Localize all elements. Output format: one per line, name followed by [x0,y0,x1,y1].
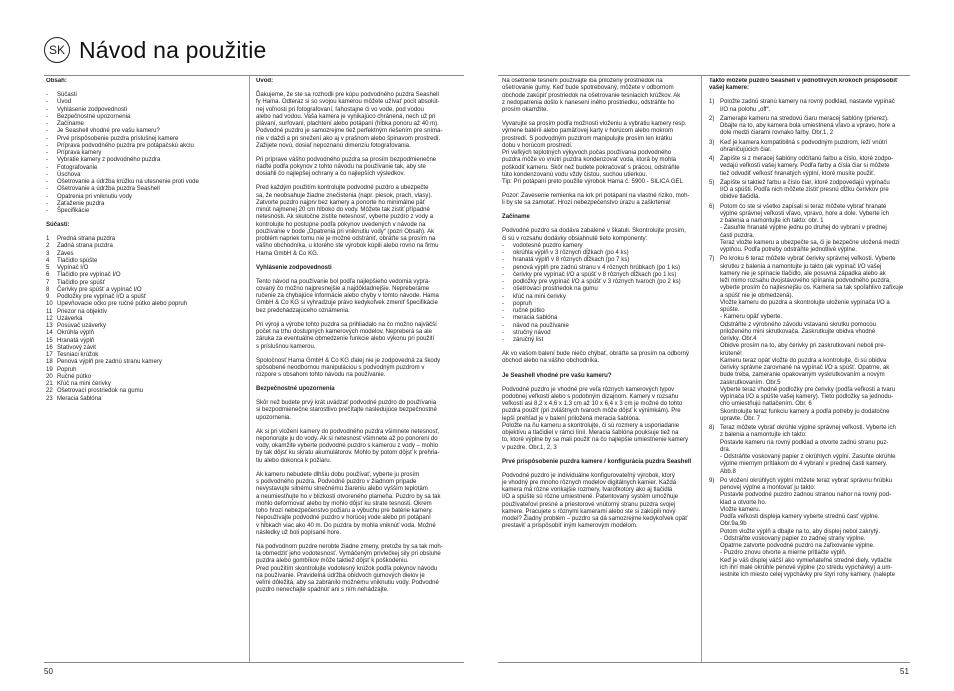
parts-list [46,236,242,403]
list-item: - meracia šablóna [502,315,695,322]
parts-heading: Súčasti: [46,222,70,229]
list-item: 9 Podložky pre vypínač I/O a spúšť [46,294,146,301]
list-item: - penová výplň pre zadnú stranu v 4 rôznych hrúbkach (po 1 ks) [502,265,695,272]
list-item: - Vybratie kamery z podvodného puzdra [46,157,242,164]
list-item: 1 Predná strana puzdra [46,236,116,243]
list-item: - Súčasti [46,92,242,99]
list-item: 7) Po kroku 6 teraz môžete vybrať čerivky správnej veľkosti. Vyberte skrutku z balenia a namontujte ju takto (ak vypínač I/O vašej kamery nie je spínacie tlačidlo, ale posuvná západka alebo ak leží mimo rozsahu dvojstavového spínania podvodného puzdra, vyberte prosím čo najtesnejšiu os. Kamera sa tak spoľahlivo zafixuje a spúšť nie je obmedzená). Vložte kameru do puzdra a skontrolujte uloženie vypínača I/O a spúšte. - Kameru opäť vyberte. Odstráňte z výrobného závodu vstavanú skrutku pomocou priloženého mini skrutkovača. Zaskrutkujte obidva vhodné čerivky. Obr.4 Obidve prosím na to, aby čerivky pri zaskrutkovaní neboli pre- krútené! Kameru teraz opäť vložte do puzdra a kontrolujte, či sú obidva čerivky správne zarovnané na vypínač I/O a spúšť. Opatrne, ak bude treba, zameranie opakovaným vyskrutkovaním a novým zaskrutkovaním. Obr.5 Vyberte teraz vhodné podložky pre čerivky (podľa veľkosti a tvaru vypínača I/O a spúšte vašej kamery). Tieto podložky sa jednodu- cho umiestňujú natlačením. Obr. 6 Skontrolujte teraz funkciu kamery a podľa potreby ju dodatočne upravte. Obr. 7 [709,256,904,422]
list-item: - záručný list [502,337,695,344]
list-item: - Je Seashell vhodné pre vašu kameru? [46,128,242,135]
fit-heading: Je Seashell vhodné pre vašu kameru? [502,372,612,379]
list-item: 2 Zadná strana puzdra [46,243,113,250]
column-getting-started [502,78,695,662]
list-item: - podložky pre vypínač I/O a spúšť v 3 rôznych tvaroch (po 2 ks) [502,279,695,286]
list-item: 23 Meracia šablóna [46,395,102,402]
list-item: - kľúč na mini čerivky [502,294,695,301]
list-item: 21 Kľúč na mini čerivky [46,381,111,388]
paragraph: Ak vo vašom balení bude niečo chýbať, obráťte sa prosím na odborný obchod alebo na vášho obchodníka. [502,351,690,365]
steps-heading: Takto môžete puzdro Seashell v jednotlivých krokoch prispôsobiť vašej kamere: [709,78,898,92]
list-item: 10 Upevňovacie očko pre ručné pútko alebo popruh [46,301,188,308]
page-header [44,32,267,68]
list-item: 9) Po vložení okrúhlych výplní môžete teraz vybrať správnu hrúbku penovej výplne a montovať ju takto: Postavte podvodné puzdro zadnou stranou nahor na rovný pod- klad a otvorte ho. Vložte kameru. Podľa veľkosti displeja kamery vyberte strednú časť výplne. Obr.9a,9b Potom vložte výplň a dbajte na to, aby displej nebol zakrytý. - Odstráňte voskovaný papier zo zadnej strany výplne. Opatrne zatvorte podvodné puzdro na zafixovanie výplne. - Puzdro znovu otvorte a mierne pritlačte výplň. Keď je váš displej väčší ako vymieňateľné stredné diely, vytlačte ich ihrí malé okrúhle penové výplne (zo stredu vypchávky) a um- iestnite ich miesto celej vypchávky pre štyri rohy kamery. (nalepte [709,477,895,579]
rule-left-top [44,75,464,76]
paragraph: Pri príprave vášho podvodného puzdra sa prosím bezpodmienečne riaďte podľa pokynov z tohto návodu na používanie tak, aby ste dosiahli čo najlepšej ochrany a čo najlepších výsledkov. [256,156,437,178]
list-item: 20 Ručné pútko [46,373,91,380]
list-item: - Prvé prispôsobenie puzdra príslušnej kamere [46,136,242,143]
list-item: 15 Hranatá výplň [46,337,95,344]
column-divider-right [701,75,702,662]
paragraph: Podvodné puzdro je individuálne konfigurovateľný výrobok, ktorý je vhodný pre mnoho rôznych modelov digitálnych kamier. Každá kamera má rôzne vonkajšie rozmery, tvarofkotory ako aj tlačidlá I/O a spúšte sú rôzne umiestnené. Patentovaný systém umožňuje používateľovi presné a priestorové vnútorný stranu puzdra svojej kamere. Pracujete s rôznymi kamerami alebo ste si zakúpili nový model? Žiadny problém – puzdro sa dá samozrejme kedykoľvek opäť prestaviť a prispôsobiť iným kamerovým modelom. [502,472,688,530]
list-item: 14 Okrúhla výplň [46,330,94,337]
column-contents [46,78,242,662]
paragraph: Pred každým použitím kontrolujte podvodné puzdro a ubezpečte sa, že neobsahuje žiadne znečistenia (napr. piesok, prach, vlasy). Zatvorte puzdro najprv bez kamery a ponorte ho minimálne päť minút najmenej 20 cm hlboko do vody. Môžete tak zistiť případné netesnosti. Ak skutočne zistíte netesnosť, vyberte puzdro z vody a kontrolujte ho postupne podľa pokynov uvedených v návode na používanie v bode „Opatrenia pri vniknutiu vody“ (pozri Obsah). Ak problém napriek tomu nie je možné odstrániť, obráťte sa prosím na vášho obchodníka, u ktorého ste výrobok kúpili alebo rovno na firmu Hama GmbH & Co KG. [256,185,439,257]
list-item: 6) Potom čo ste si všetko zapísali si teraz môžete vybrať hranaté výplne správnej veľkosti vľavo, vpravo, hore a dole. Vyberte ich z balenia a namontujte ich takto: obr. 1 - Zasuňte hranaté výplne jednu po druhej do vybraní v prednej časti puzdra. Teraz vložte kameru a ubezpečte sa, či je bezpečne uložená medzi výplňou. Podľa potreby odstráňte jednotlivé výplne. [709,203,900,254]
paragraph: Pozor: Zavesenie remienka na krk pri potápaní na vlastné riziko, moh- li by ste sa zamotať. Hrozí nebezpečenstvo úrazu a zaškrtenia! [502,193,690,207]
paragraph: Vyvarujte sa prosím podľa možnosti vloženiu a vybratiu kamery resp. výmene batérií alebo pamäťovej karty v horúcom alebo mokrom prostredí. S podvodným puzdrom manipulujte prosím len krátku dobu v horúcom prostredí. Pri veľkých teplotných výkyvoch počas používania podvodného puzdra môže vo vnútri puzdra kondenzovať voda, ktorá by mohla poškodiť kameru. Skôr než budete pokračovať s prácou, odstráňte túto kondenzovanú vodu vždy čistou, suchou utierkou. Tip: Pri potápaní preto použite výrobok Hama č. 5900 - SILICA GEL [502,121,687,186]
column-divider-left [249,75,250,662]
column-intro [256,78,456,662]
page-number-right: 51 [900,667,909,676]
delivery-list [502,243,695,345]
paragraph: Podvodné puzdro sa dodáva zabalené v škatuli. Skontrolujte prosím, či sú v rozsahu dodávky obsiahnuté tieto komponenty: [502,228,686,242]
list-item: - Príprava podvodného puzdra pre potápačskú akciu [46,143,242,150]
list-item: - stručný návod [502,330,695,337]
page-number-left: 50 [44,667,53,676]
manual-title: Návod na použitie [79,36,267,63]
list-item: - Opatrenia pri vniknutiu vody [46,194,242,201]
language-badge: SK [44,37,70,63]
paragraph: Pri výroji a výrobe tohto puzdra sa prihliadalo na čo možno najväčší počet na trhu dostupných kamerových modelov. Nepreberá sa ale záruka za eventuálne obmedzenie funkcie alebo výkonu pri použití s príslušnou kamerou. [256,321,437,350]
list-item: 19 Popruh [46,366,77,373]
paragraph: Ak kameru nebudete dlhšiu dobu používať, vyberte ju prosím s podvodného puzdra. Podvodné puzdro v žiadnom prípade nevystavujte silnému slnečnému žiareniu alebo vyšším teplotám a neumiestňujte ho v blízkosti otvoreného plameňa. Puzdro by sa tak mohlo deformovať alebo by mohlo dôjsť ku strate tesnosti. Okrem toho hrozí nebezpečenstvo požiaru a výbuchu pre batérie kamery. Nepoužívajte podvodné puzdro v horúcej vode alebo pri potápaní v hĺbkach viac ako 40 m. Do puzdra by mohla vniknúť voda. Možné následky už boli popísané hore. [256,471,441,536]
list-item: - Ošetrovanie a údržba puzdra Seashell [46,186,242,193]
list-item: - Začíname [46,121,242,128]
list-item: - čerivky pre vypínač I/O a spúšť v 8 rôznych dĺžkach (po 1 ks) [502,272,695,279]
list-item: - Fotografovanie [46,165,242,172]
paragraph: Spoločnosť Hama GmbH & Co KG ďalej nie je zodpovedná za škody spôsobené neodbornou manipuláciou s podvodným puzdrom v rozpore s obsahom tohto návodu na používanie. [256,357,441,379]
list-item: - Úschova [46,172,242,179]
rule-right-top [498,75,910,76]
list-item: 6 Tlačidlo pre vypínač I/O [46,272,121,279]
list-item: - Úvod [46,99,242,106]
paragraph: Ďakujeme, že ste sa rozhodli pre kúpu podvodného puzdra Seashell fy Hama. Odteraz si so svojou kamerou môžete užívať pocit absolút- nej voľnosti pri fotografovaní, ľahostajne či vo vode, pod vodou alebo nad vodou. Vaša kamera je vynikajúco chránená, nech už pri plávaní, surfovaní, plachtení alebo potápaní (hĺbka ponoru až 40 m). Podvodné puzdro je samozrejme tiež perfektným riešením pre sníma- nie v daždi a pri snežení ako aj v prašnom alebo špinavom prostredí. Zažijete novú, dosiaľ nepoznanú dimenziu fotografovania. [256,92,443,149]
list-item: - vodotesné puzdro kamery [502,243,695,250]
contents-list [46,92,242,215]
list-item: - Bezpečnostné upozornenia [46,114,242,121]
column-steps [709,78,911,662]
list-item: 22 Ošetrovací prostriedok na gumu [46,388,144,395]
liability-heading: Vyhlásenie zodpovednosti [256,264,332,271]
paragraph: Na ošetrenie tesnení používajte iba priložený prostriedok na ošetrovanie gumy. Keď bude spotrebovaný, môžete v odbornom obchode zakúpiť prostriedok na ošetrovanie tesniacich krúžkov. Ak z nedopatrenia došlo k nanesení iného prostriedku, odstráňte ho prosím okamžite. [502,78,681,113]
list-item: 5 Vypínač I/O [46,265,89,272]
list-item: 8 Čerivky pre spúšť a vypínač I/O [46,286,142,293]
rule-right-bottom [498,662,910,663]
adapt-heading: Prvé prispôsobenie puzdra kamere / konfigurácia puzdra Seashell [502,458,692,465]
list-item: - hranatá výplň v 8 rôznych dĺžkach (po 7 ks) [502,257,695,264]
steps-list [709,99,911,579]
list-item: - ručné pútko [502,308,695,315]
list-item: 11 Priezor na objektív [46,308,108,315]
paragraph: Tento návod na používanie bol podľa najlepšieho vedomia vypra- covaný čo možno najpresnejšie a najdôkladnejšie. Nepreberáme ručenie za chybajúce informácie alebo chyby v tomto návode. Hama GmbH & Co KG si vyhradzuje právo kedykoľvek zmeniť špecifikácie bez predchádzajúceho oznámenia. [256,278,439,314]
list-item: - Špecifikácie [46,208,242,215]
list-item: 16 Statívový závit [46,344,96,351]
paragraph: Skôr než budete prvý krát uvádzať podvodné puzdro do používania si bezpodmienečne starostlivo prečítajte nasledujúce bezpečnostné upozornenia. [256,400,437,421]
list-item: - Ošetrovanie a údržba krúžku na utesnenie proti vode [46,179,242,186]
paragraph: Na podvodnom puzdre nerobte žiadne zmeny, pretože by sa tak moh- la obmedziť jeho vodotesnosť. Vymáčeným prívlečkej sily pri obsluhe puzdra alebo gombíkov môže taktiež dôjsť k poškodeniu. Pred použitím skontrolujte vodotesný krúžok podľa pokynov návodu na používanie. Pravidelná údržba obidvoch gumových dielov je veľmi dôležitá, aby sa zabránilo možnému vniknutiu vody. Podvodné puzdro nenechajte spadnúť ani s ním nehádzajte. [256,543,443,594]
list-item: 7 Tlačidlo pre spúšť [46,279,105,286]
list-item: - Vyhlásenie zodpovednosti [46,107,242,114]
list-item: - Príprava kamery [46,150,242,157]
paragraph: Podvodné puzdro je vhodné pre veľa rôznych kamerových typov podobnej veľkosti alebo s podobným dizajnom. Kamery v rozsahu veľkostí asi 8,2 x 4,6 x 1,3 cm až 10 x 6,4 x 3 cm je možné do tohto puzdra použiť (pri zvláštnych tvaroch môže dôjsť k výnimkám). Pre lepší prehľad je v balení priložená meracia šablóna. Položte na ňu kameru a skontrolujte, či sú rozmery a usporiadanie objektívu a tlačidiel v rámci línií. Meracia šablóna pouksuje tiež na to, ktoré výplne by sa mali použiť na čo najlepšie umiestnenie kamery v puzdre. Obr.1, 2, 3 [502,386,689,451]
list-item: - okrúhla výplň v 3 rôznych dĺžkach (po 4 ks) [502,250,695,257]
list-item: 18 Penová výplň pre zadnú stranu kamery [46,359,162,366]
list-item: 12 Uzáverka [46,315,83,322]
list-item: 3 Záves [46,250,74,257]
list-item: 2) Zamerajte kameru na stredovú čiaru meracej šablóny (prierez). Dbajte na to, aby kamera bola umiestnená vľavo a vpravo, hore a dole medzi čiarami rovnako farby. Obr.1, 2 [709,115,896,137]
list-item: 4 Tlačidlo spúšte [46,257,98,264]
list-item: 1) Položte zadnú stranú kamery na rovný podklad, nastavte vypínač I/O na polohu „off“. [709,99,895,113]
list-item: - návod na používanie [502,323,695,330]
list-item: - Zaťaženie puzdra [46,201,242,208]
list-item: 8) Teraz môžete vybrať okrúhle výplne správnej veľkosti. Vyberte ich z balenia a namontujte ich takto: Postavte kameru na rovný podklad a otvorte zadnú stranu puz- dra. - Odstráňte voskovaný papier z okrúhlych výplní. Zasuňte okrúhle výplne miernym prítlakom do 4 vybraní v prednej časti kamery. Abb.8 [709,425,896,475]
start-heading: Začíname [502,214,530,221]
list-item: 13 Posúvač uzáverky [46,323,107,330]
intro-heading: Úvod: [256,78,274,84]
list-item: - popruh [502,301,695,308]
paragraph: Ak si pri vložení kamery do podvodného puzdra všimnete netesnosť, neponorujte ju do vody. Ak si netesnosť všimnete až po ponorení do vody, okamžite vyberte podvodné puzdro s kamerou z vody – mohlo by tak dôjsť ku skratu akumulátorov. Mohlo by potom dôjsť k prehria- tiu alebo dokonca k požiaru. [256,428,440,464]
list-item: 4) Zapíšte si z meracej šablóny odčítanú farbu a číslo, ktoré zodpo- vedajú veľkosti vašej kamery. Podľa farby a čísla čiar si môžete tiež odvodiť veľkosť hranatých výplní, ktoré musíte použiť. [709,156,894,177]
list-item: 17 Tesniaci krúžok [46,352,99,359]
list-item: 3) Keď je kamera kompatibilná s podvodným puzdrom, leží vnútri ohraničujúcich čiar. [709,139,888,153]
rule-left-bottom [44,662,464,663]
contents-heading: Obsah: [46,78,67,84]
safety-heading: Bezpečnostné upozornenia [256,386,335,393]
list-item: - ošetrovací prostriedok na gumu [502,286,695,293]
list-item: 5) Zapíšte si taktiež farbu a číslo čiar, ktoré zodpovedajú vypínaču I/O a spúšti. Podľa nich môžete zistiť presnú dĺžku čerivkov pre obidve tlačidlá. [709,179,890,201]
